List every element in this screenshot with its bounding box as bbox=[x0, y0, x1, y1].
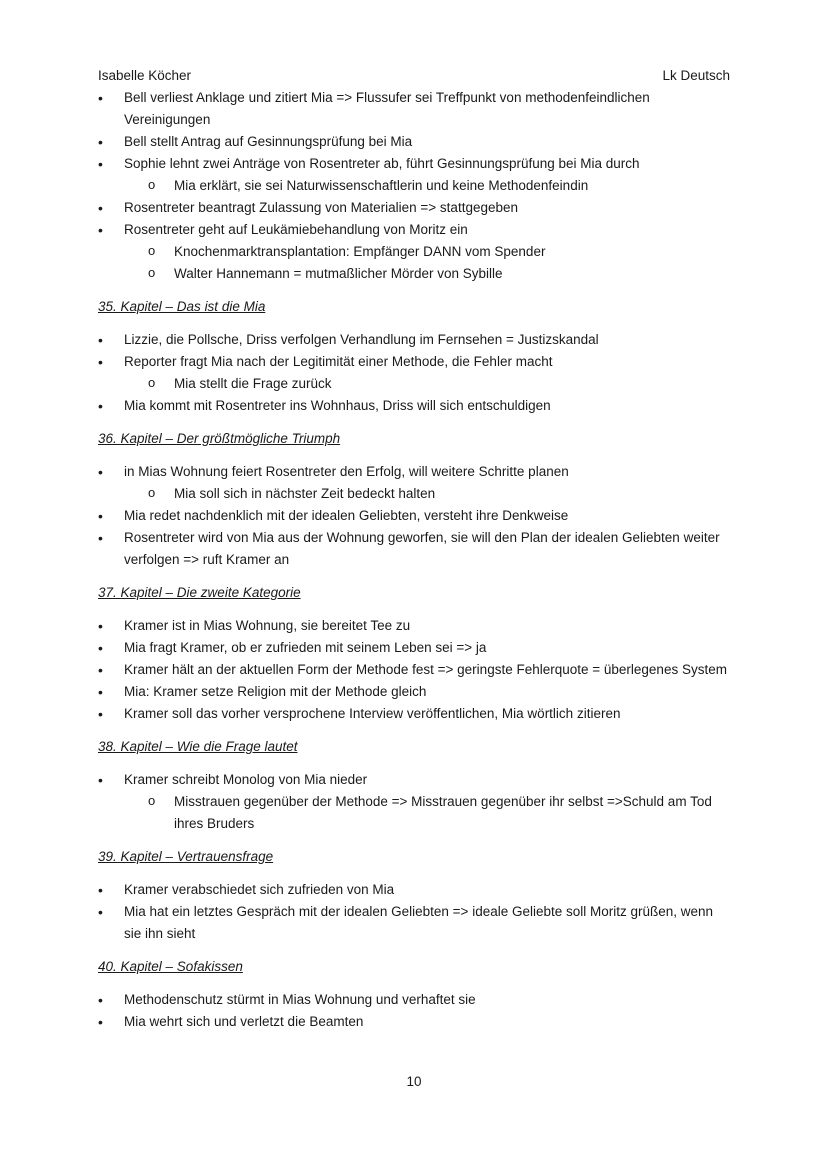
list-item-text: Kramer verabschiedet sich zufrieden von Mia bbox=[124, 882, 395, 897]
list-item-text: Mia hat ein letztes Gespräch mit der idealen Geliebten => ideale Geliebte soll Moritz grüßen, wenn sie ihn sieht bbox=[124, 904, 714, 941]
list-item-text: Rosentreter geht auf Leukämiebehandlung von Moritz ein bbox=[124, 222, 468, 237]
chapter-heading: 36. Kapitel – Der größtmögliche Triumph bbox=[98, 431, 341, 446]
sub-list-item: o Mia erklärt, sie sei Naturwissenschaftlerin und keine Methodenfeindin bbox=[98, 175, 730, 197]
chapter-list bbox=[98, 989, 730, 1033]
list-item-text: Kramer schreibt Monolog von Mia nieder bbox=[124, 772, 368, 787]
page-number: 10 bbox=[406, 1074, 422, 1089]
list-item-text: Sophie lehnt zwei Anträge von Rosentreter ab, führt Gesinnungsprüfung bei Mia durch bbox=[124, 156, 640, 171]
chapters bbox=[98, 296, 730, 1033]
list-item bbox=[98, 901, 730, 945]
list-item-text: Bell verliest Anklage und zitiert Mia => Flussufer sei Treffpunkt von methodenfeindlichen Vereinigungen bbox=[124, 90, 650, 127]
chapter-heading: 39. Kapitel – Vertrauensfrage bbox=[98, 849, 274, 864]
list-item-text: Methodenschutz stürmt in Mias Wohnung und verhaftet sie bbox=[124, 992, 476, 1007]
sub-list-item: o Misstrauen gegenüber der Methode => Misstrauen gegenüber ihr selbst =>Schuld am Tod ihres Bruders bbox=[98, 791, 730, 835]
list-item bbox=[98, 879, 730, 901]
list-item bbox=[98, 637, 730, 659]
sub-list bbox=[98, 373, 730, 395]
list-item bbox=[98, 659, 730, 681]
list-item-text: Mia kommt mit Rosentreter ins Wohnhaus, Driss will sich entschuldigen bbox=[124, 398, 551, 413]
chapter-section bbox=[98, 956, 730, 1033]
sub-list-item: o Mia soll sich in nächster Zeit bedeckt halten bbox=[98, 483, 730, 505]
list-item bbox=[98, 329, 730, 351]
list-item-text: Kramer ist in Mias Wohnung, sie bereitet Tee zu bbox=[124, 618, 411, 633]
list-item-text: Mia: Kramer setze Religion mit der Methode gleich bbox=[124, 684, 427, 699]
list-item bbox=[98, 681, 730, 703]
page-header bbox=[98, 68, 730, 88]
chapter-list bbox=[98, 461, 730, 571]
chapter-section bbox=[98, 428, 730, 571]
list-item bbox=[98, 1011, 730, 1033]
sub-list bbox=[98, 241, 730, 285]
list-item bbox=[98, 131, 730, 153]
list-item bbox=[98, 219, 730, 241]
list-item-text: Kramer hält an der aktuellen Form der Methode fest => geringste Fehlerquote = überlegenes System bbox=[124, 662, 727, 677]
sub-list-item: o Mia stellt die Frage zurück bbox=[98, 373, 730, 395]
list-item-text: Mia wehrt sich und verletzt die Beamten bbox=[124, 1014, 364, 1029]
list-item bbox=[98, 153, 730, 175]
chapter-heading: 40. Kapitel – Sofakissen bbox=[98, 959, 243, 974]
chapter-section bbox=[98, 846, 730, 945]
chapter-section bbox=[98, 736, 730, 835]
sub-list bbox=[98, 175, 730, 197]
document-body bbox=[98, 87, 730, 1033]
list-item-text: Reporter fragt Mia nach der Legitimität einer Methode, die Fehler macht bbox=[124, 354, 553, 369]
chapter-heading: 35. Kapitel – Das ist die Mia bbox=[98, 299, 266, 314]
list-item-text: Lizzie, die Pollsche, Driss verfolgen Verhandlung im Fernsehen = Justizskandal bbox=[124, 332, 599, 347]
list-item bbox=[98, 989, 730, 1011]
list-item bbox=[98, 461, 730, 483]
list-item bbox=[98, 395, 730, 417]
list-item bbox=[98, 197, 730, 219]
chapter-heading: 37. Kapitel – Die zweite Kategorie bbox=[98, 585, 301, 600]
sub-list-item: o Walter Hannemann = mutmaßlicher Mörder von Sybille bbox=[98, 263, 730, 285]
sub-list bbox=[98, 791, 730, 835]
list-item-text: Rosentreter wird von Mia aus der Wohnung geworfen, sie will den Plan der idealen Geliebten weiter verfolgen => ruft Kramer an bbox=[124, 530, 720, 567]
intro-list bbox=[98, 87, 730, 285]
chapter-heading: 38. Kapitel – Wie die Frage lautet bbox=[98, 739, 298, 754]
sub-list-item: o Knochenmarktransplantation: Empfänger DANN vom Spender bbox=[98, 241, 730, 263]
list-item bbox=[98, 505, 730, 527]
list-item-text: Mia fragt Kramer, ob er zufrieden mit seinem Leben sei => ja bbox=[124, 640, 487, 655]
list-item bbox=[98, 527, 730, 571]
list-item-text: Mia redet nachdenklich mit der idealen Geliebten, versteht ihre Denkweise bbox=[124, 508, 569, 523]
list-item bbox=[98, 351, 730, 373]
list-item-text: Bell stellt Antrag auf Gesinnungsprüfung bei Mia bbox=[124, 134, 413, 149]
chapter-list bbox=[98, 329, 730, 417]
chapter-section bbox=[98, 582, 730, 725]
chapter-list bbox=[98, 879, 730, 945]
chapter-section bbox=[98, 296, 730, 417]
list-item-text: Kramer soll das vorher versprochene Interview veröffentlichen, Mia wörtlich zitieren bbox=[124, 706, 621, 721]
list-item bbox=[98, 615, 730, 637]
list-item-text: in Mias Wohnung feiert Rosentreter den Erfolg, will weitere Schritte planen bbox=[124, 464, 569, 479]
chapter-list bbox=[98, 769, 730, 835]
list-item bbox=[98, 703, 730, 725]
list-item-text: Rosentreter beantragt Zulassung von Materialien => stattgegeben bbox=[124, 200, 518, 215]
list-item bbox=[98, 87, 730, 131]
author-name: Isabelle Köcher bbox=[98, 68, 192, 83]
course-name: Lk Deutsch bbox=[662, 68, 730, 83]
sub-list bbox=[98, 483, 730, 505]
list-item bbox=[98, 769, 730, 791]
chapter-list bbox=[98, 615, 730, 725]
